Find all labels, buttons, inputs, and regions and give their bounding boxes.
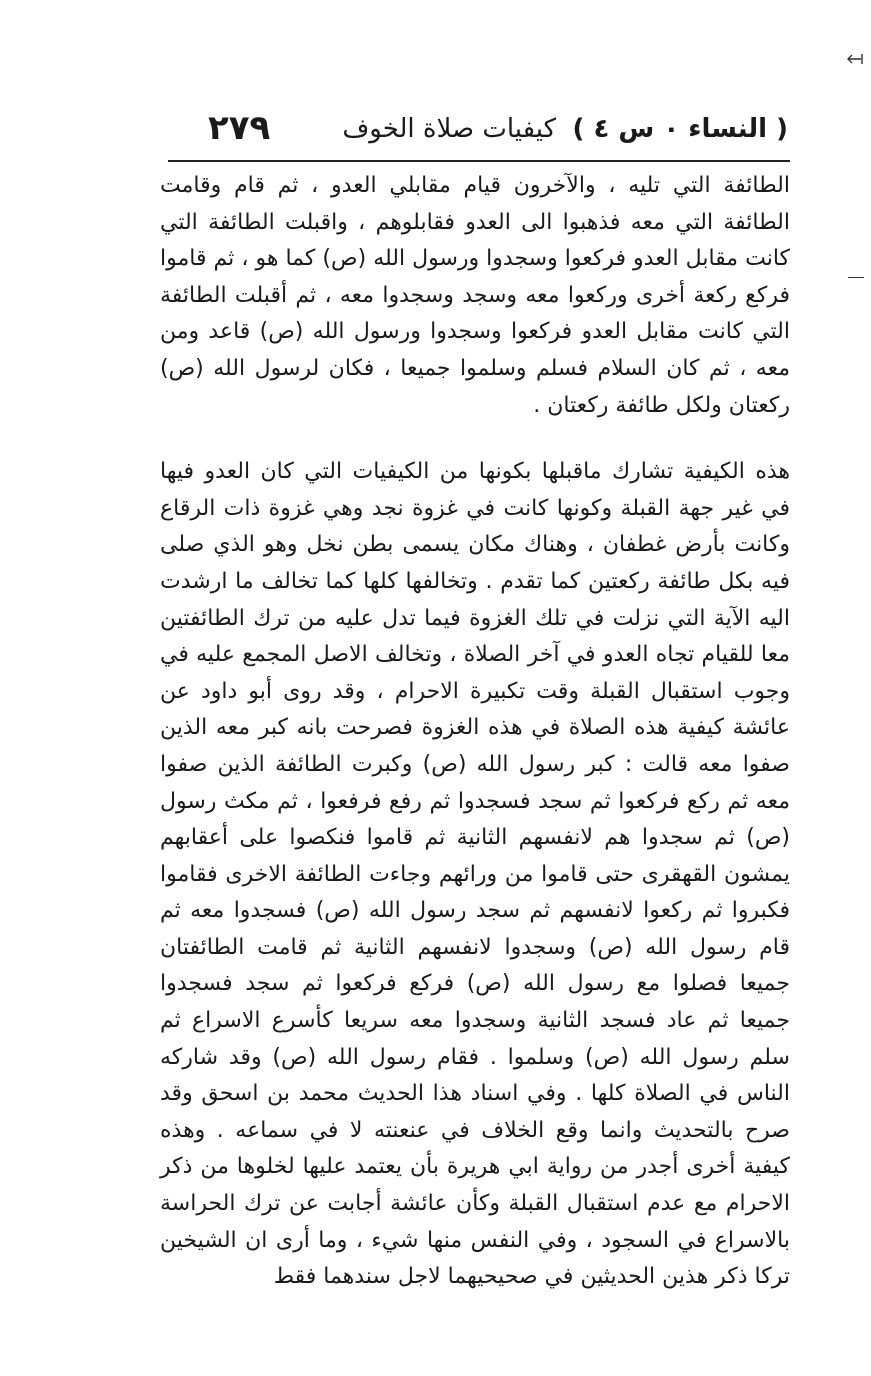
paragraph-1: الطائفة التي تليه ، والآخرون قيام مقابلي العدو ، ثم قام وقامت الطائفة التي معه فذهبوا الى العدو فقابلوهم ، واقبلت الطائفة التي كانت مقابل العدو فركعوا وسجدوا ورسول الله (ص) كما هو ، ثم قاموا فركع ركعة أخرى وركعوا معه وسجد وسجدوا معه ، ثم أقبلت الطائفة التي كانت مقابل العدو فركعوا وسجدوا ورسول الله (ص) قاعد ومن معه ، ثم كان السلام فسلم وسلموا جميعا ، فكان لرسول الله (ص) ركعتان ولكل طائفة ركعتان .: [160, 173, 790, 418]
main-text: [160, 168, 790, 1296]
page-header: [168, 108, 788, 160]
surah-reference: ( النساء ٠ س ٤ ): [572, 114, 788, 144]
margin-dash-mark: [848, 277, 864, 278]
section-title: كيفيات صلاة الخوف: [342, 114, 556, 144]
page-number: ٢٧٩: [208, 108, 271, 148]
header-rule: [168, 160, 790, 162]
margin-arrow-icon: [846, 52, 864, 66]
paragraph-2: هذه الكيفية تشارك ماقبلها بكونها من الكيفيات التي كان العدو فيها في غير جهة القبلة وكونها كانت في غزوة نجد وهي غزوة ذات الرقاع وكانت بأرض غطفان ، وهناك مكان يسمى بطن نخل وهو الذي صلى فيه بكل طائفة ركعتين كما تقدم . وتخالفها كلها كما تخالف ما ارشدت اليه الآية التي نزلت في تلك الغزوة فيما تدل عليه من ترك الطائفتين معا للقيام تجاه العدو في آخر الصلاة ، وتخالف الاصل المجمع عليه في وجوب استقبال القبلة وقت تكبيرة الاحرام ، وقد روى أبو داود عن عائشة كيفية هذه الصلاة في هذه الغزوة فصرحت بانه كبر معه الذين صفوا معه قالت : كبر رسول الله (ص) وكبرت الطائفة الذين صفوا معه ثم ركع فركعوا ثم سجد فسجدوا ثم رفع فرفعوا ، ثم مكث رسول (ص) ثم سجدوا هم لانفسهم الثانية ثم قاموا فنكصوا على أعقابهم يمشون القهقرى حتى قاموا من ورائهم وجاءت الطائفة الاخرى فقاموا فكبروا ثم ركعوا لانفسهم ثم سجد رسول الله (ص) فسجدوا معه ثم قام رسول الله (ص) وسجدوا لانفسهم الثانية ثم قامت الطائفتان جميعا فصلوا مع رسول الله (ص) فركع فركعوا ثم سجد فسجدوا جميعا ثم عاد فسجد الثانية وسجدوا معه سريعا كأسرع الاسراع ثم سلم رسول الله (ص) وسلموا . فقام رسول الله (ص) وقد شاركه الناس في الصلاة كلها . وفي اسناد هذا الحديث محمد بن اسحق وقد صرح بالتحديث وانما وقع الخلاف في عنعنته لا في سماعه . وهذه كيفية أخرى أجدر من رواية ابي هريرة بأن يعتمد عليها لخلوها من ذكر الاحرام مع عدم استقبال القبلة وكأن عائشة أجابت عن ترك الحراسة بالاسراع في السجود ، وفي النفس منها شيء ، وما أرى ان الشيخين تركا ذكر هذين الحديثين في صحيحيهما لاجل سندهما فقط: [160, 459, 790, 1290]
